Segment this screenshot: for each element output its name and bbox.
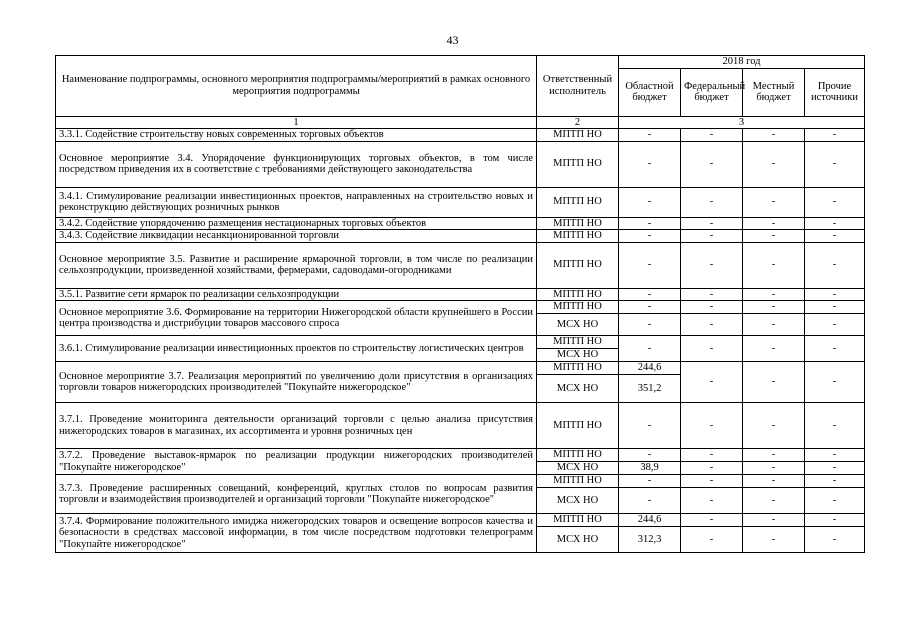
row-name: 3.4.2. Содействие упорядочению размещения нестационарных торговых объектов	[56, 217, 537, 230]
row-responsible: МСХ НО	[537, 488, 619, 514]
cell-local: -	[743, 475, 805, 488]
cell-other: -	[805, 230, 865, 243]
row-responsible: МСХ НО	[537, 349, 619, 362]
row-responsible: МСХ НО	[537, 314, 619, 336]
row-name: 3.4.1. Стимулирование реализации инвестиционных проектов, направленных на строительство новых и реконструкцию действующих розничных рынков	[56, 187, 537, 217]
header-regional-budget: Областной бюджет	[619, 68, 681, 116]
cell-other: -	[805, 462, 865, 475]
cell-other: -	[805, 301, 865, 314]
row-name: Основное мероприятие 3.6. Формирование на территории Нижегородской области крупнейшего в России центра производства и дистрибуции товаров массового спроса	[56, 301, 537, 336]
cell-local: -	[743, 288, 805, 301]
row-responsible: МПТП НО	[537, 187, 619, 217]
cell-local: -	[743, 301, 805, 314]
row-responsible: МПТП НО	[537, 514, 619, 527]
cell-other: -	[805, 527, 865, 553]
table-row	[56, 129, 865, 142]
budget-table	[55, 55, 865, 553]
cell-other: -	[805, 475, 865, 488]
table-row	[56, 288, 865, 301]
row-name: 3.7.1. Проведение мониторинга деятельности организаций торговли с целью анализа присутствия нижегородских товаров в магазинах, их ассортимента и уровня розничных цен	[56, 403, 537, 449]
table-row	[56, 362, 865, 375]
cell-local: -	[743, 187, 805, 217]
cell-federal: -	[681, 462, 743, 475]
row-name: Основное мероприятие 3.5. Развитие и расширение ярмарочной торговли, в том числе по реализации сельхозпродукции, произведенной хозяйствами, фермерами, садоводами-огородниками	[56, 242, 537, 288]
cell-federal: -	[681, 449, 743, 462]
cell-local: -	[743, 129, 805, 142]
cell-local: -	[743, 449, 805, 462]
cell-federal: -	[681, 488, 743, 514]
cell-regional: -	[619, 187, 681, 217]
cell-regional: -	[619, 475, 681, 488]
cell-federal: -	[681, 527, 743, 553]
cell-regional: 244,6	[619, 514, 681, 527]
row-name: 3.7.2. Проведение выставок-ярмарок по реализации продукции нижегородских производителей "Покупайте нижегородское"	[56, 449, 537, 475]
cell-federal: -	[681, 141, 743, 187]
cell-other: -	[805, 187, 865, 217]
table-row	[56, 514, 865, 527]
cell-regional: -	[619, 288, 681, 301]
table-row	[56, 403, 865, 449]
cell-federal: -	[681, 217, 743, 230]
cell-other: -	[805, 403, 865, 449]
header-number-3: 3	[619, 116, 865, 129]
cell-federal: -	[681, 362, 743, 403]
cell-local: -	[743, 242, 805, 288]
cell-other: -	[805, 288, 865, 301]
cell-federal: -	[681, 475, 743, 488]
header-year: 2018 год	[619, 56, 865, 69]
table-row	[56, 449, 865, 462]
cell-other: -	[805, 314, 865, 336]
cell-other: -	[805, 488, 865, 514]
row-responsible: МПТП НО	[537, 362, 619, 375]
cell-local: -	[743, 514, 805, 527]
cell-regional: -	[619, 449, 681, 462]
row-responsible: МПТП НО	[537, 242, 619, 288]
cell-federal: -	[681, 230, 743, 243]
table-row	[56, 242, 865, 288]
cell-local: -	[743, 230, 805, 243]
row-name: 3.3.1. Содействие строительству новых современных торговых объектов	[56, 129, 537, 142]
cell-regional: -	[619, 314, 681, 336]
header-responsible-column: Ответственный исполнитель	[537, 56, 619, 117]
cell-federal: -	[681, 514, 743, 527]
cell-regional: -	[619, 230, 681, 243]
page-number: 43	[446, 33, 459, 47]
cell-local: -	[743, 488, 805, 514]
cell-regional: 312,3	[619, 527, 681, 553]
row-responsible: МПТП НО	[537, 230, 619, 243]
table-row	[56, 336, 865, 349]
cell-federal: -	[681, 301, 743, 314]
table-row	[56, 187, 865, 217]
row-name: 3.6.1. Стимулирование реализации инвестиционных проектов по строительству логистических центров	[56, 336, 537, 362]
row-name: Основное мероприятие 3.4. Упорядочение функционирующих торговых объектов, в том числе посредством приведения их в соответствие с требованиями действующего законодательства	[56, 141, 537, 187]
cell-federal: -	[681, 288, 743, 301]
header-other-sources: Прочие источники	[805, 68, 865, 116]
cell-federal: -	[681, 242, 743, 288]
row-responsible: МПТП НО	[537, 141, 619, 187]
table-row	[56, 475, 865, 488]
cell-other: -	[805, 449, 865, 462]
cell-other: -	[805, 141, 865, 187]
row-responsible: МПТП НО	[537, 449, 619, 462]
cell-regional: -	[619, 336, 681, 362]
row-responsible: МСХ НО	[537, 462, 619, 475]
header-number-2: 2	[537, 116, 619, 129]
cell-local: -	[743, 141, 805, 187]
cell-regional: -	[619, 403, 681, 449]
cell-local: -	[743, 336, 805, 362]
row-responsible: МПТП НО	[537, 301, 619, 314]
header-federal-budget: Федеральный бюджет	[681, 68, 743, 116]
row-responsible: МПТП НО	[537, 129, 619, 142]
row-name: 3.4.3. Содействие ликвидации несанкционированной торговли	[56, 230, 537, 243]
row-responsible: МПТП НО	[537, 217, 619, 230]
table-row	[56, 141, 865, 187]
cell-federal: -	[681, 314, 743, 336]
row-name: 3.7.3. Проведение расширенных совещаний, конференций, круглых столов по вопросам развития торговли и взаимодействия производителей и организаций торговли "Покупайте нижегородское"	[56, 475, 537, 514]
cell-regional: -	[619, 141, 681, 187]
cell-regional: 244,6	[619, 362, 681, 375]
row-name: 3.7.4. Формирование положительного имиджа нижегородских товаров и освещение вопросов качества и безопасности в средствах массовой информации, в том числе посредством подготовки телепрограмм "Покупайте нижегородское"	[56, 514, 537, 553]
cell-regional: -	[619, 301, 681, 314]
table-row	[56, 230, 865, 243]
row-responsible: МПТП НО	[537, 403, 619, 449]
cell-other: -	[805, 242, 865, 288]
row-responsible: МПТП НО	[537, 288, 619, 301]
cell-local: -	[743, 362, 805, 403]
row-name: Основное мероприятие 3.7. Реализация мероприятий по увеличению доли присутствия в организациях торговли товаров нижегородских производителей "Покупайте нижегородское"	[56, 362, 537, 403]
cell-regional: 351,2	[619, 375, 681, 403]
cell-regional: -	[619, 217, 681, 230]
row-responsible: МПТП НО	[537, 475, 619, 488]
row-responsible: МСХ НО	[537, 375, 619, 403]
cell-federal: -	[681, 129, 743, 142]
cell-other: -	[805, 129, 865, 142]
cell-federal: -	[681, 187, 743, 217]
header-local-budget: Местный бюджет	[743, 68, 805, 116]
row-responsible: МСХ НО	[537, 527, 619, 553]
row-responsible: МПТП НО	[537, 336, 619, 349]
cell-federal: -	[681, 403, 743, 449]
cell-regional: 38,9	[619, 462, 681, 475]
row-name: 3.5.1. Развитие сети ярмарок по реализации сельхозпродукции	[56, 288, 537, 301]
cell-other: -	[805, 336, 865, 362]
table-row	[56, 217, 865, 230]
header-name-column: Наименование подпрограммы, основного мероприятия подпрограммы/мероприятий в рамках основного мероприятия подпрограммы	[56, 56, 537, 117]
cell-other: -	[805, 362, 865, 403]
cell-local: -	[743, 217, 805, 230]
cell-other: -	[805, 514, 865, 527]
cell-local: -	[743, 403, 805, 449]
cell-regional: -	[619, 242, 681, 288]
cell-local: -	[743, 462, 805, 475]
table-row	[56, 301, 865, 314]
header-number-1: 1	[56, 116, 537, 129]
cell-regional: -	[619, 488, 681, 514]
cell-regional: -	[619, 129, 681, 142]
cell-federal: -	[681, 336, 743, 362]
cell-other: -	[805, 217, 865, 230]
cell-local: -	[743, 314, 805, 336]
cell-local: -	[743, 527, 805, 553]
